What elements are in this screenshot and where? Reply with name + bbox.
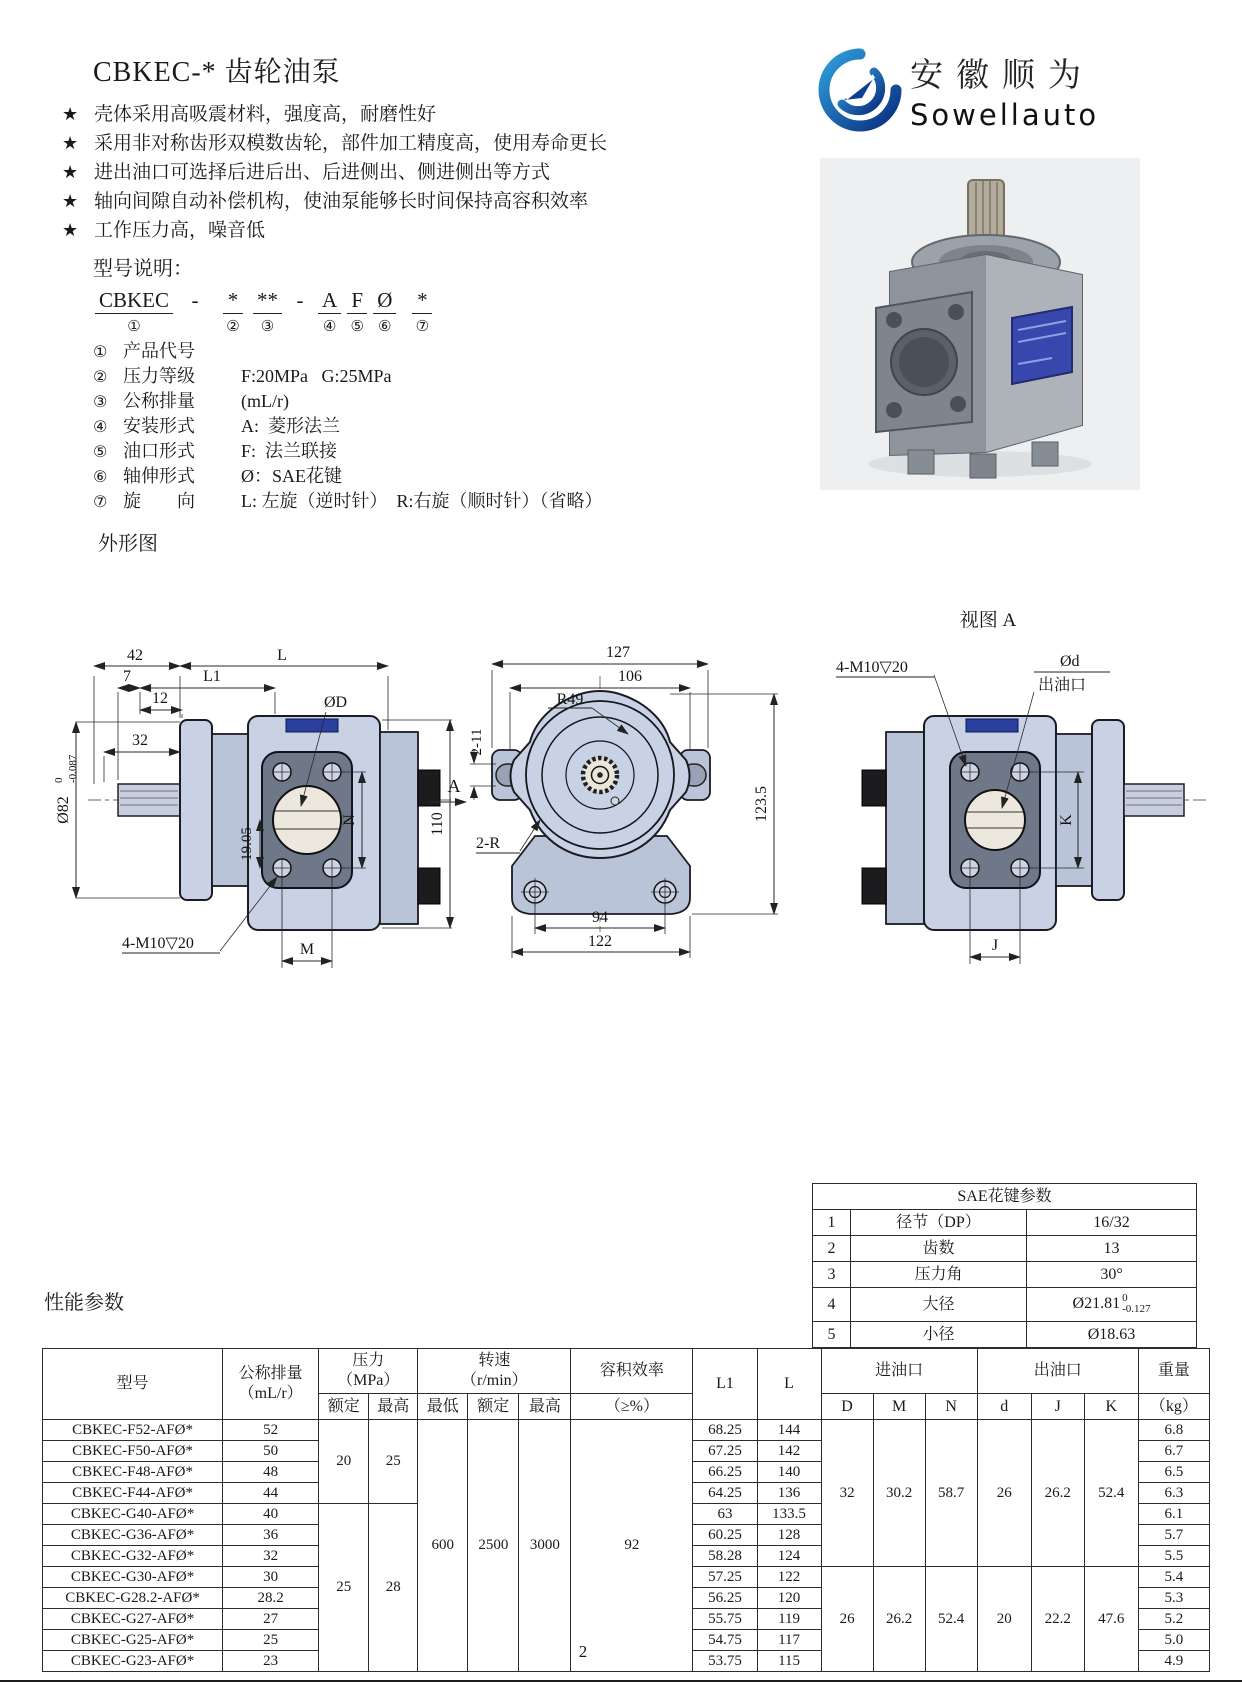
outline-heading: 外形图 — [98, 533, 158, 555]
dim-2-R: 2-R — [476, 835, 500, 852]
page-number: 2 — [578, 1642, 588, 1661]
dim-2-11: 2-11 — [469, 728, 485, 756]
col-model: 型号 — [43, 1349, 223, 1420]
code-seg: - — [191, 288, 199, 312]
bolt-callout: 4-M10▽20 — [122, 935, 194, 952]
header-row — [43, 1349, 1210, 1394]
col-outlet: 出油口 — [977, 1349, 1138, 1394]
dim-phiD: ØD — [324, 694, 348, 711]
table-row: CBKEC-F50-AFØ* 50 67.25 142 6.7 — [43, 1441, 1210, 1462]
speed-max-cell: 3000 — [519, 1420, 571, 1672]
table-row: CBKEC-F44-AFØ* 44 64.25 136 6.3 — [43, 1483, 1210, 1504]
col-inlet: 进油口 — [821, 1349, 977, 1394]
legend-row: ⑤ 油口形式 F: 法兰联接 — [93, 441, 338, 461]
col-l: L — [757, 1349, 821, 1420]
weight-cell: 6.7 — [1138, 1441, 1209, 1462]
performance-table — [42, 1348, 1210, 1672]
model-cell: CBKEC-G27-AFØ* — [43, 1609, 223, 1630]
code-seg: * — [412, 288, 432, 314]
code-seg: * — [223, 288, 243, 314]
sae-spline-table — [812, 1183, 1197, 1348]
bolt-callout: 4-M10▽20 — [836, 659, 908, 676]
weight-cell: 6.8 — [1138, 1420, 1209, 1441]
model-cell: CBKEC-F48-AFØ* — [43, 1462, 223, 1483]
model-cell: CBKEC-F50-AFØ* — [43, 1441, 223, 1462]
dim-L1: L1 — [203, 668, 221, 685]
code-seg: - — [296, 288, 304, 312]
dim-106: 106 — [618, 668, 642, 685]
feature-item: ★ 采用非对称齿形双模数齿轮，部件加工精度高，使用寿命更长 — [62, 129, 607, 158]
model-cell: CBKEC-G25-AFØ* — [43, 1630, 223, 1651]
model-cell: CBKEC-G28.2-AFØ* — [43, 1588, 223, 1609]
pump-label — [1012, 307, 1072, 384]
port — [418, 868, 440, 904]
legend-row: ④ 安装形式 A: 菱形法兰 — [93, 416, 340, 436]
model-code-section — [93, 252, 603, 514]
table-row: 4 大径 Ø21.81 0 -0.127 — [813, 1288, 1197, 1322]
legend-row: ② 压力等级 F:20MPa G:25MPa — [93, 366, 392, 386]
code-seg: Ø — [373, 288, 396, 314]
dim-42: 42 — [127, 647, 143, 664]
dim-94: 94 — [592, 909, 608, 926]
dim-phi82-tol-top: 0 — [53, 777, 65, 783]
dim-110: 110 — [429, 812, 446, 836]
star-icon: ★ — [62, 162, 79, 182]
star-icon: ★ — [62, 220, 79, 240]
outlet-label: 出油口 — [1038, 677, 1087, 694]
dim-M: M — [299, 941, 315, 958]
weight-cell: 5.3 — [1138, 1588, 1209, 1609]
star-icon: ★ — [62, 133, 79, 153]
weight-cell: 4.9 — [1138, 1651, 1209, 1672]
model-code-legend — [93, 339, 603, 514]
dim-R49: R49 — [556, 691, 584, 708]
dim-19.05: 19.05 — [239, 827, 255, 861]
section-label-A: A — [447, 776, 461, 796]
table-row: CBKEC-F52-AFØ* 52 20 25 600 2500 3000 92 68.25 144 32 30.2 58.7 26 26.2 52.4 6.8 — [43, 1420, 1210, 1441]
sae-table-title: SAE花键参数 — [813, 1184, 1197, 1210]
model-code-heading: 型号说明： — [93, 258, 193, 280]
weight-cell: 6.3 — [1138, 1483, 1209, 1504]
feature-item: ★ 轴向间隙自动补偿机构，使油泵能够长时间保持高容积效率 — [62, 187, 607, 216]
side-view-drawing — [53, 647, 462, 968]
col-displacement: 公称排量 （mL/r） — [223, 1349, 319, 1420]
dim-12: 12 — [152, 690, 168, 707]
table-row: CBKEC-G23-AFØ* 23 53.75 115 4.9 — [43, 1651, 1210, 1672]
code-seg: F — [347, 288, 367, 314]
col-efficiency: 容积效率 — [571, 1349, 693, 1394]
code-seg: CBKEC — [95, 288, 173, 314]
view-a-drawing — [836, 609, 1210, 964]
table-row: CBKEC-G32-AFØ* 32 58.28 124 5.5 — [43, 1546, 1210, 1567]
weight-cell: 5.2 — [1138, 1609, 1209, 1630]
speed-min-cell: 600 — [418, 1420, 468, 1672]
outline-drawings — [30, 580, 1242, 980]
mounting-flange — [180, 720, 212, 900]
col-l1: L1 — [693, 1349, 757, 1420]
mounting-flange — [1092, 720, 1124, 900]
table-row: CBKEC-F48-AFØ* 48 66.25 140 6.5 — [43, 1462, 1210, 1483]
col-weight: 重量 — [1138, 1349, 1209, 1394]
subheader-row: 额定 最高 最低 额定 最高 （≥%） D M N d J K （kg） — [43, 1394, 1210, 1420]
table-row: CBKEC-G36-AFØ* 36 60.25 128 5.7 — [43, 1525, 1210, 1546]
legend-row: ⑥ 轴伸形式 Ø：SAE花键 — [93, 466, 343, 486]
table-row: 1 径节（DP） 16/32 — [813, 1210, 1197, 1236]
legend-row: ③ 公称排量 (mL/r) — [93, 391, 289, 411]
model-cell: CBKEC-G36-AFØ* — [43, 1525, 223, 1546]
dim-32: 32 — [132, 732, 148, 749]
dim-phid: Ød — [1060, 653, 1080, 670]
weight-cell: 5.4 — [1138, 1567, 1209, 1588]
port — [862, 770, 886, 806]
table-row: CBKEC-G28.2-AFØ* 28.2 56.25 120 5.3 — [43, 1588, 1210, 1609]
legend-row: ⑦ 旋 向 L: 左旋（逆时针） R:右旋（顺时针）（省略） — [93, 491, 603, 511]
weight-cell: 6.1 — [1138, 1504, 1209, 1525]
feature-item: ★ 工作压力高，噪音低 — [62, 216, 607, 245]
dim-L: L — [277, 647, 287, 664]
shaft — [1124, 784, 1184, 816]
pressure-max-cell: 28 — [369, 1504, 418, 1672]
logo-text-en: Sowellauto — [910, 97, 1100, 132]
weight-cell: 5.0 — [1138, 1630, 1209, 1651]
feature-list — [62, 100, 607, 245]
table-row: 3 压力角 30° — [813, 1262, 1197, 1288]
weight-cell: 5.7 — [1138, 1525, 1209, 1546]
view-a-title: 视图 A — [959, 610, 1017, 631]
model-cell: CBKEC-G32-AFØ* — [43, 1546, 223, 1567]
feature-item: ★ 进出油口可选择后进后出、后进侧出、侧进侧出等方式 — [62, 158, 607, 187]
code-seg: A — [318, 288, 341, 314]
table-row: CBKEC-G30-AFØ* 30 57.25 122 26 26.2 52.4 20 22.2 47.6 5.4 — [43, 1567, 1210, 1588]
table-row: CBKEC-G27-AFØ* 27 55.75 119 5.2 — [43, 1609, 1210, 1630]
product-photo — [820, 158, 1140, 490]
outlet-port — [965, 790, 1025, 850]
port — [418, 770, 440, 806]
dim-K: K — [1058, 814, 1075, 826]
model-cell: CBKEC-G23-AFØ* — [43, 1651, 223, 1672]
dim-123.5: 123.5 — [753, 786, 770, 822]
center-port — [273, 786, 341, 854]
feature-item: ★ 壳体采用高吸震材料，强度高，耐磨性好 — [62, 100, 607, 129]
table-row: 2 齿数 13 — [813, 1236, 1197, 1262]
shaft — [118, 784, 180, 816]
page-bottom-rule — [0, 1680, 1242, 1682]
weight-cell: 6.5 — [1138, 1462, 1209, 1483]
model-cell: CBKEC-G40-AFØ* — [43, 1504, 223, 1525]
dim-phi82: Ø82 — [55, 796, 72, 824]
model-cell: CBKEC-G30-AFØ* — [43, 1567, 223, 1588]
dim-127: 127 — [606, 644, 630, 661]
weight-cell: 5.5 — [1138, 1546, 1209, 1567]
pressure-rated-cell: 20 — [319, 1420, 369, 1504]
efficiency-cell: 92 — [571, 1420, 693, 1672]
code-seg: ** — [253, 288, 282, 314]
front-view-drawing — [430, 644, 778, 958]
model-cell: CBKEC-F52-AFØ* — [43, 1420, 223, 1441]
dim-phi82-tol-bot: -0.087 — [67, 754, 79, 783]
logo-text-cn: 安徽顺为 — [910, 54, 1094, 94]
logo-swirl-icon — [816, 46, 904, 134]
pressure-rated-cell: 25 — [319, 1504, 369, 1672]
col-speed: 转速 （r/min） — [418, 1349, 571, 1394]
speed-rated-cell: 2500 — [468, 1420, 519, 1672]
table-row: CBKEC-G25-AFØ* 25 54.75 117 5.0 — [43, 1630, 1210, 1651]
legend-row: ① 产品代号 — [93, 341, 195, 361]
dim-7: 7 — [123, 668, 131, 685]
table-row: CBKEC-G40-AFØ* 40 25 28 63 133.5 6.1 — [43, 1504, 1210, 1525]
model-cell: CBKEC-F44-AFØ* — [43, 1483, 223, 1504]
dim-J: J — [991, 937, 999, 954]
performance-heading: 性能参数 — [44, 1292, 124, 1314]
port — [862, 868, 886, 904]
company-logo — [816, 46, 1099, 134]
col-pressure: 压力 （MPa） — [319, 1349, 418, 1394]
dim-N: N — [341, 814, 358, 826]
pressure-max-cell: 25 — [369, 1420, 418, 1504]
dim-122: 122 — [588, 933, 612, 950]
table-row: 5 小径 Ø18.63 — [813, 1322, 1197, 1348]
star-icon: ★ — [62, 191, 79, 211]
model-code-line: CBKEC ① - * ② ** ③ - A ④ F ⑤ Ø ⑥ * ⑦ — [93, 288, 603, 335]
page-title: CBKEC-* 齿轮油泵 — [93, 57, 341, 88]
star-icon: ★ — [62, 104, 79, 124]
